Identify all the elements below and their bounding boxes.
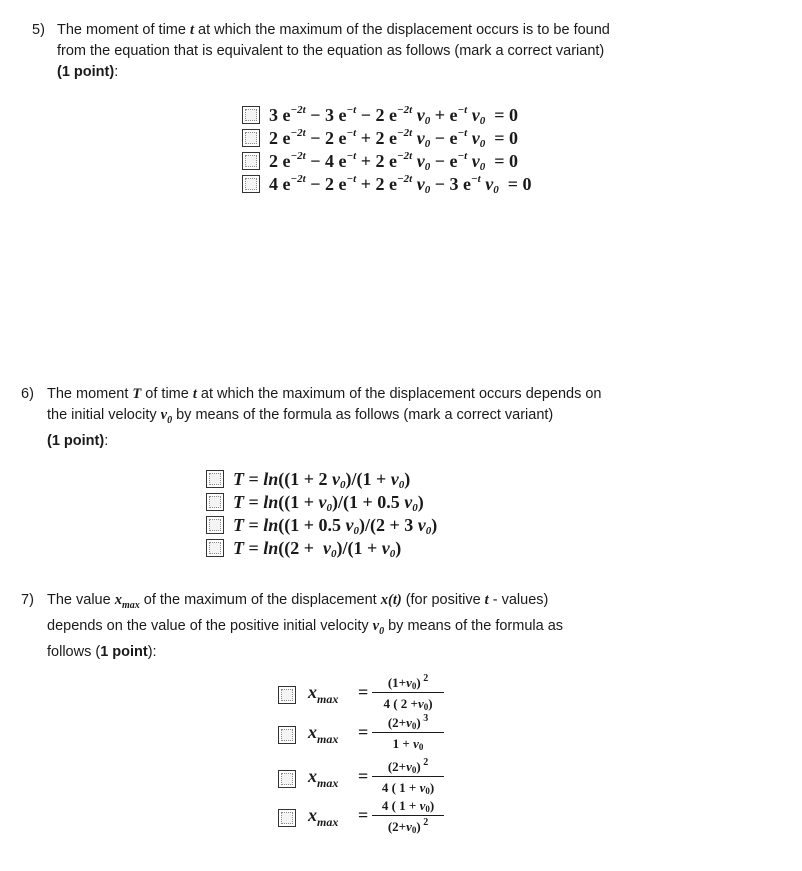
checkbox[interactable] [242, 106, 260, 124]
question-5-number: 5) [32, 22, 45, 38]
checkbox[interactable] [242, 175, 260, 193]
checkbox[interactable] [242, 152, 260, 170]
checkbox[interactable] [206, 539, 224, 557]
question-7-number: 7) [21, 592, 34, 608]
q7-option-1-lhs: $x_{max}$ [308, 682, 339, 706]
q6-option-4-formula: $T = \ln((2 + v_0)/(1 + v_0)$ [233, 537, 402, 560]
q5-option-2[interactable] [242, 127, 518, 149]
q7-option-3-fraction: $(2+v_0)$ $^2$ 4 ( $1 + v_0$) [372, 758, 444, 796]
checkbox[interactable] [206, 470, 224, 488]
question-5 [32, 20, 772, 90]
checkbox[interactable] [278, 726, 296, 744]
q7-option-4-lhs: $x_{max}$ [308, 805, 339, 829]
q7-option-2-lhs: $x_{max}$ [308, 722, 339, 746]
q5-option-3[interactable] [242, 150, 518, 172]
question-7-text: The value $x_{max}$ of the maximum of the displacement x(t) (for positive t - values) depends on the value of the positive initial velocity $v_0$ by means of the formula as follows (1 point): [47, 592, 564, 660]
q6-option-2[interactable] [206, 491, 424, 513]
question-7 [21, 590, 781, 660]
checkbox[interactable] [278, 686, 296, 704]
question-6 [21, 384, 781, 454]
q5-option-2-equation: 2 $e^{-2t} - 2$ $e^{-t} + 2$ $e^{-2t}$ $v_0 - e^{-t}$ $v_0 = 0$ [269, 126, 518, 150]
question-5-points: (1 point) [57, 64, 115, 80]
q5-option-4-equation: 4 $e^{-2t} - 2$ $e^{-t} + 2$ $e^{-2t}$ $v_0 - 3$ $e^{-t}$ $v_0 = 0$ [269, 172, 532, 196]
q5-option-4[interactable] [242, 173, 531, 195]
q7-option-3-lhs: $x_{max}$ [308, 766, 339, 790]
q5-option-1[interactable] [242, 104, 518, 126]
q6-option-1-formula: T = ln((1 + 2 $v_0)/(1 + v_0)$ [233, 468, 411, 491]
q7-option-4-fraction: 4 ( $1 + v_0$) $(2+v_0)$ $^2$ [372, 797, 444, 835]
q6-option-1[interactable] [206, 468, 410, 490]
question-5-text: The moment of time t at which the maximum of the displacement occurs is to be found from the equation that is equivalent to the equation as follows (mark a correct variant) (1 point): [57, 22, 610, 80]
question-6-number: 6) [21, 386, 34, 402]
q6-option-3-formula: T = ln((1 + 0.5 $v_0)/(2 + 3$ $v_0$) [233, 514, 438, 537]
checkbox[interactable] [206, 516, 224, 534]
q7-option-2-fraction: $(2+v_0)$ $^3$ $1 + v_0$ [372, 714, 444, 752]
checkbox[interactable] [278, 770, 296, 788]
q7-option-1-fraction: $(1+v_0)$ $^2$ 4 ( $2 +v_0$) [372, 674, 444, 712]
checkbox[interactable] [242, 129, 260, 147]
question-6-points: (1 point) [47, 432, 105, 449]
question-6-text: The moment T of time t at which the maximum of the displacement occurs depends on the initial velocity $v_0$ by means of the formula as follows (mark a correct variant) (1 point): [47, 386, 602, 449]
q6-option-3[interactable] [206, 514, 437, 536]
checkbox[interactable] [206, 493, 224, 511]
q6-option-2-formula: $T = \ln((1 + v_0)/(1 + 0.5$ $v_0$) [233, 491, 424, 514]
q5-option-3-equation: 2 $e^{-2t} - 4$ $e^{-t} + 2$ $e^{-2t}$ $v_0 - e^{-t}$ $v_0 = 0$ [269, 149, 518, 173]
q6-option-4[interactable] [206, 537, 401, 559]
question-7-points: 1 point [100, 643, 148, 660]
q5-option-1-equation: 3 $e^{-2t} - 3$ $e^{-t} - 2$ $e^{-2t}$ $v_0 + e^{-t}$ $v_0 = 0$ [269, 103, 518, 127]
checkbox[interactable] [278, 809, 296, 827]
